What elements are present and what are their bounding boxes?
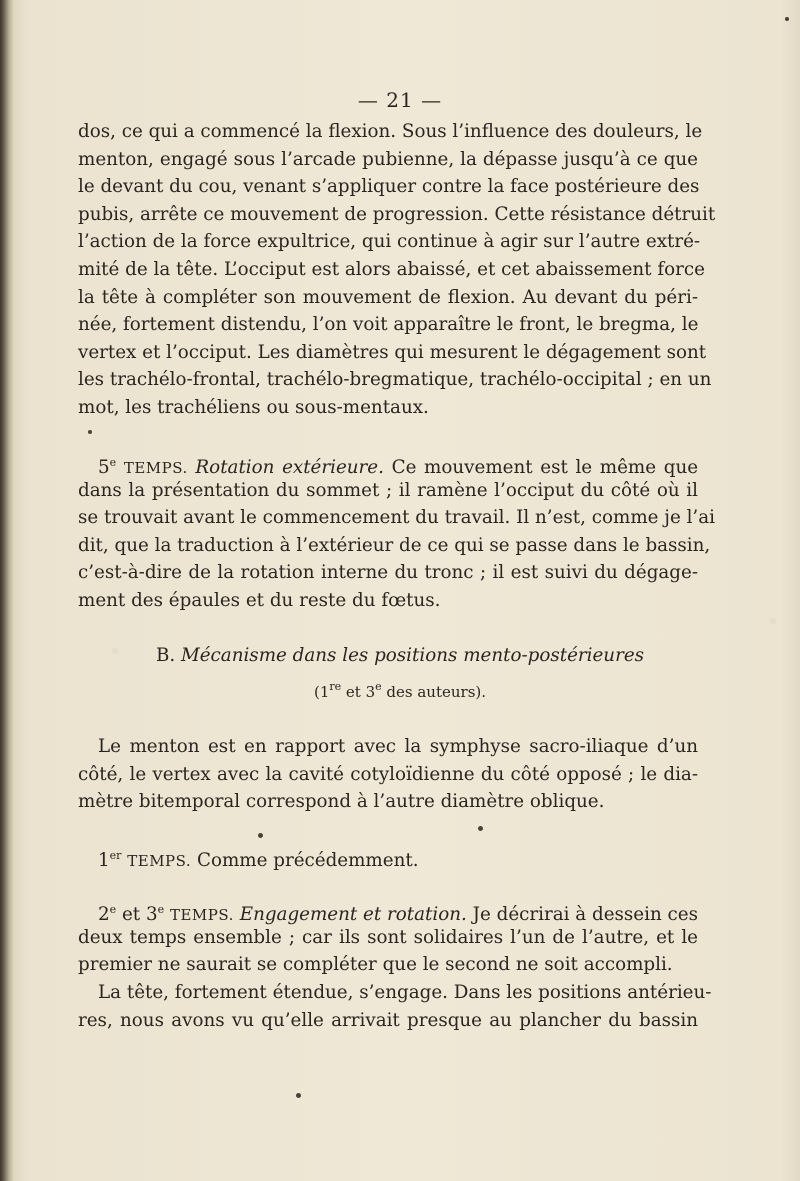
paper-speck	[112, 648, 118, 654]
text-line: Le menton est en rapport avec la symphyse sacro-iliaque d’un	[98, 736, 698, 757]
paper-speck	[258, 833, 263, 838]
sub-sup: re	[329, 680, 342, 693]
text-line	[78, 842, 698, 870]
paper-speck	[785, 17, 789, 21]
section-title: Mécanisme dans les positions mento-postérieures	[181, 645, 645, 666]
temps-label: TEMPS.	[127, 852, 192, 870]
step-number-sup: e	[109, 903, 117, 916]
step-title: Engagement et rotation.	[239, 904, 467, 925]
text-line: l’action de la force expultrice, qui continue à agir sur l’autre extré-	[78, 231, 701, 253]
sub-text: et 3	[341, 683, 376, 701]
book-spine-shadow	[0, 0, 14, 1181]
text-line: c’est-à-dire de la rotation interne du tronc ; il est suivi du dégage-	[78, 562, 698, 584]
paragraph-1	[78, 118, 716, 422]
step-number-sup: e	[109, 456, 117, 469]
text-line: deux temps ensemble ; car ils sont solidaires l’un de l’autre, et le	[78, 926, 698, 948]
text-line: dos, ce qui a commencé la flexion. Sous l’influence des douleurs, le	[78, 121, 703, 142]
text-run: et	[116, 904, 146, 925]
step-number-sup: e	[157, 903, 165, 916]
section-letter: B.	[155, 645, 176, 666]
text-line: ment des épaules et du reste du fœtus.	[78, 589, 441, 611]
text-run: Ce mouvement est le même que	[391, 457, 699, 478]
text-line: la tête à compléter son mouvement de flexion. Au devant du péri-	[78, 286, 698, 308]
paragraph-6	[78, 979, 712, 1034]
text-line: vertex et l’occiput. Les diamètres qui mesurent le dégagement sont	[78, 341, 707, 363]
sub-text: (1	[313, 683, 330, 701]
paragraph-4	[78, 842, 698, 870]
step-number: 2	[98, 904, 110, 925]
paper-speck	[478, 826, 483, 831]
page-number: — 21 —	[357, 88, 443, 112]
paper-speck	[88, 430, 92, 434]
text-line: les trachélo-frontal, trachélo-bregmatique, trachélo-occipital ; en un	[78, 369, 712, 391]
paper-speck	[770, 618, 776, 624]
text-run: Comme précédemment.	[196, 850, 419, 871]
text-line: premier ne saurait se compléter que le second ne soit accompli.	[78, 954, 673, 976]
temps-label: TEMPS.	[169, 906, 234, 924]
step-number: 5	[98, 457, 110, 478]
text-line: se trouvait avant le commencement du travail. Il n’est, comme je l’ai	[78, 507, 715, 529]
step-title: Rotation extérieure.	[195, 457, 384, 478]
text-run: Je décrirai à dessein ces	[472, 904, 698, 925]
text-line: côté, le vertex avec la cavité cotyloïdienne du côté opposé ; le dia-	[78, 763, 698, 785]
text-line: dit, que la traduction à l’extérieur de ce qui se passe dans le bassin,	[78, 534, 711, 556]
text-line: La tête, fortement étendue, s’engage. Dans les positions antérieu-	[98, 982, 712, 1003]
text-line: pubis, arrête ce mouvement de progression. Cette résistance détruit	[78, 203, 716, 225]
text-line: née, fortement distendu, l’on voit apparaître le front, le bregma, le	[78, 314, 699, 336]
sub-text: des auteurs).	[381, 683, 487, 701]
section-heading	[0, 645, 800, 666]
text-line: res, nous avons vu qu’elle arrivait presque au plancher du bassin	[78, 1009, 698, 1031]
step-number: 3	[145, 904, 158, 925]
text-line	[78, 449, 698, 477]
temps-label: TEMPS.	[123, 459, 188, 477]
paragraph-2	[78, 449, 715, 615]
text-line: mot, les trachéliens ou sous-mentaux.	[78, 396, 429, 418]
step-number-sup: er	[109, 849, 122, 862]
text-line: mité de la tête. L’occiput est alors abaissé, et cet abaissement force	[78, 258, 705, 280]
text-line: mètre bitemporal correspond à l’autre diamètre oblique.	[78, 791, 605, 813]
text-line	[78, 896, 698, 924]
paper-speck	[296, 1093, 301, 1098]
text-line: le devant du cou, venant s’appliquer contre la face postérieure des	[78, 176, 700, 198]
step-number: 1	[98, 850, 110, 871]
paragraph-3	[78, 733, 698, 816]
paragraph-5	[78, 896, 698, 979]
section-subheading	[0, 680, 800, 701]
sub-sup: e	[375, 680, 382, 693]
text-line: menton, engagé sous l’arcade pubienne, la dépasse jusqu’à ce que	[78, 148, 698, 170]
text-line: dans la présentation du sommet ; il ramène l’occiput du côté où il	[78, 479, 698, 501]
